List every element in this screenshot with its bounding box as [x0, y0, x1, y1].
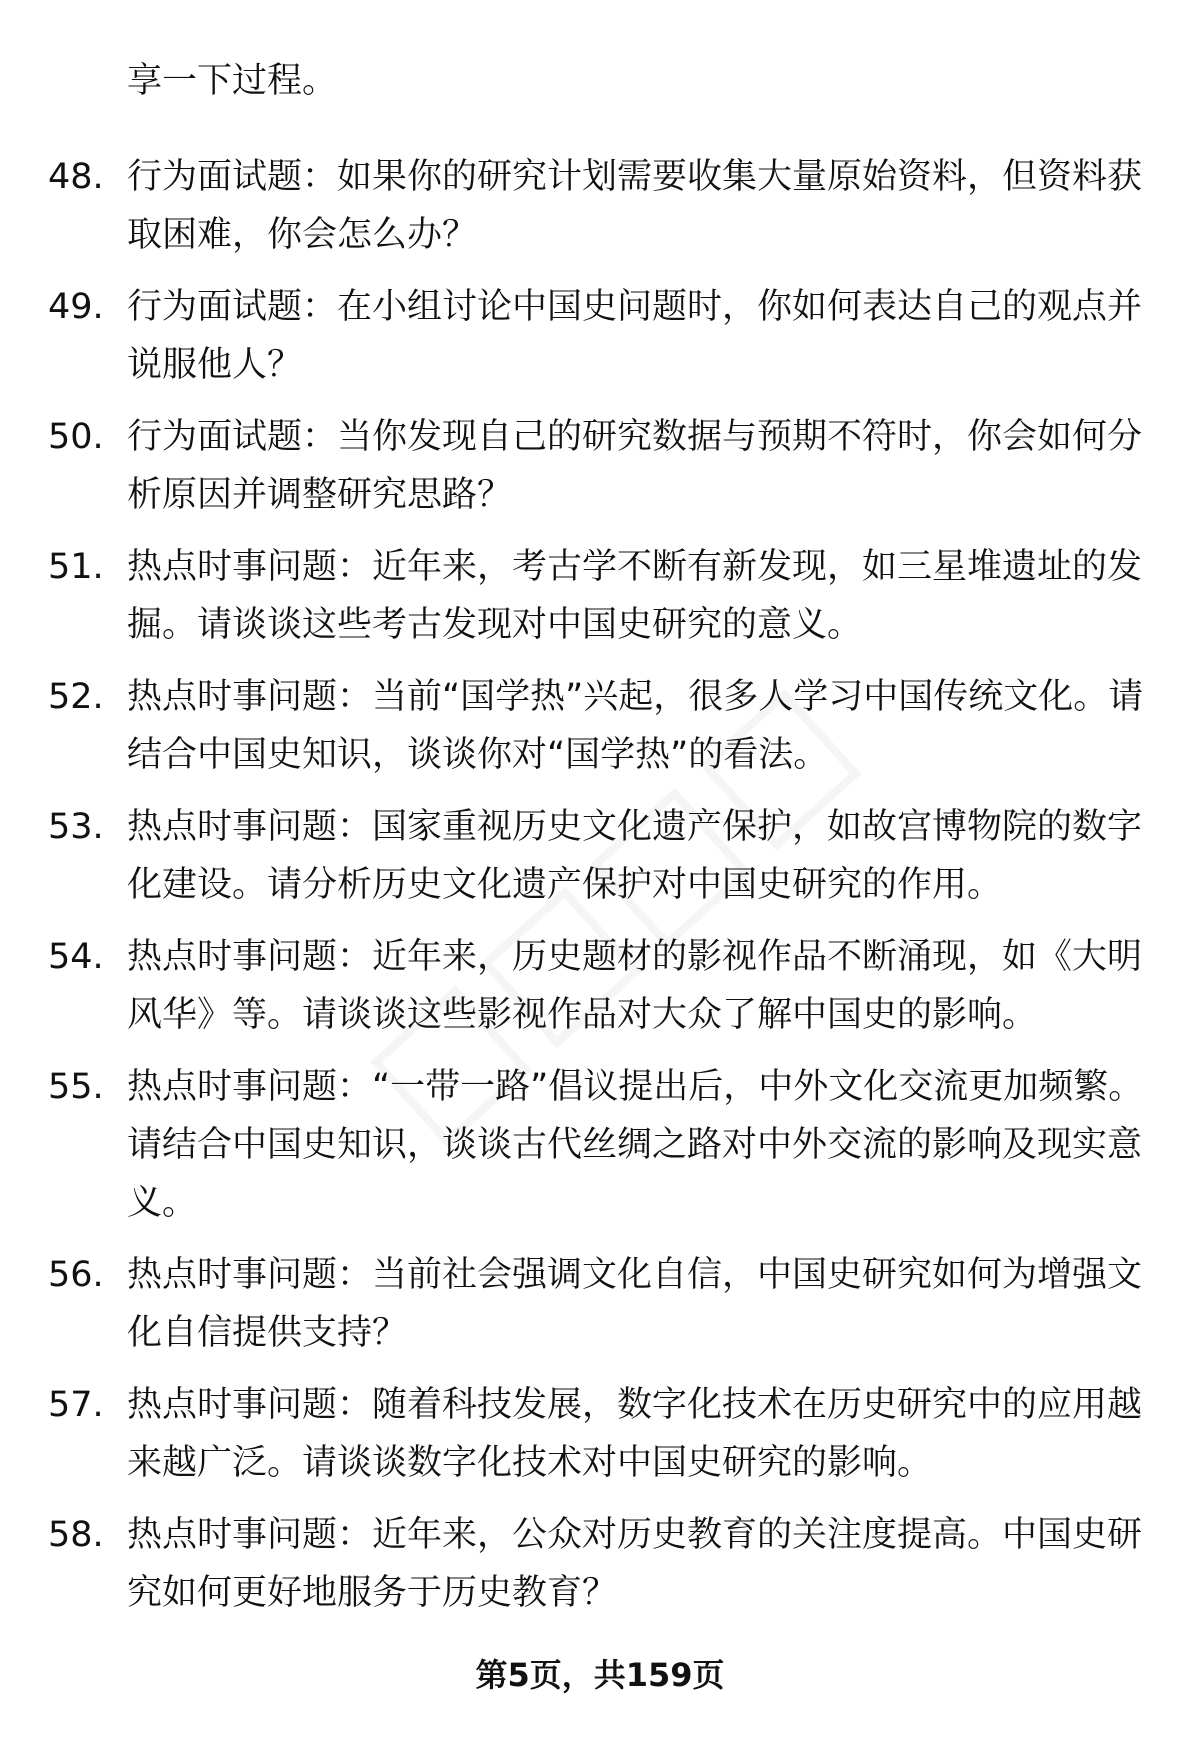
question-text: 热点时事问题：近年来，历史题材的影视作品不断涌现，如《大明风华》等。请谈谈这些影视作品对大众了解中国史的影响。	[127, 937, 1143, 1035]
question-number: 56.	[48, 1255, 104, 1295]
question-item	[48, 278, 1158, 394]
question-number: 58.	[48, 1515, 104, 1555]
question-text: 热点时事问题：近年来，考古学不断有新发现，如三星堆遗址的发掘。请谈谈这些考古发现对中国史研究的意义。	[127, 547, 1143, 645]
question-item	[48, 1376, 1158, 1492]
question-text: 热点时事问题：近年来，公众对历史教育的关注度提高。中国史研究如何更好地服务于历史教育？	[127, 1515, 1143, 1613]
question-number: 53.	[48, 807, 104, 847]
question-item	[48, 538, 1158, 654]
question-item	[48, 668, 1158, 784]
question-text: 热点时事问题：国家重视历史文化遗产保护，如故宫博物院的数字化建设。请分析历史文化遗产保护对中国史研究的作用。	[127, 807, 1143, 905]
question-item	[48, 928, 1158, 1044]
question-text: 热点时事问题：“一带一路”倡议提出后，中外文化交流更加频繁。请结合中国史知识，谈谈古代丝绸之路对中外交流的影响及现实意义。	[127, 1067, 1144, 1223]
question-number: 51.	[48, 547, 104, 587]
question-text: 热点时事问题：随着科技发展，数字化技术在历史研究中的应用越来越广泛。请谈谈数字化技术对中国史研究的影响。	[127, 1385, 1143, 1483]
question-item	[48, 1506, 1158, 1622]
question-text: 热点时事问题：当前社会强调文化自信，中国史研究如何为增强文化自信提供支持？	[127, 1255, 1143, 1353]
question-number: 50.	[48, 417, 104, 457]
question-text: 行为面试题：在小组讨论中国史问题时，你如何表达自己的观点并说服他人？	[127, 287, 1143, 385]
question-number: 55.	[48, 1067, 104, 1107]
question-text: 行为面试题：如果你的研究计划需要收集大量原始资料，但资料获取困难，你会怎么办？	[127, 157, 1143, 255]
question-item	[48, 1246, 1158, 1362]
question-number: 48.	[48, 157, 104, 197]
question-item	[48, 798, 1158, 914]
question-item	[48, 1058, 1158, 1232]
question-number: 49.	[48, 287, 104, 327]
question-number: 54.	[48, 937, 104, 977]
question-item	[48, 408, 1158, 524]
question-number: 57.	[48, 1385, 104, 1425]
continuation-text: 享一下过程。	[127, 61, 338, 101]
question-list	[48, 148, 1158, 1636]
question-text: 行为面试题：当你发现自己的研究数据与预期不符时，你会如何分析原因并调整研究思路？	[127, 417, 1143, 515]
page-footer: 第5页，共159页	[475, 1656, 725, 1694]
question-number: 52.	[48, 677, 104, 717]
question-text: 热点时事问题：当前“国学热”兴起，很多人学习中国传统文化。请结合中国史知识，谈谈你对“国学热”的看法。	[127, 677, 1144, 775]
question-item	[48, 148, 1158, 264]
